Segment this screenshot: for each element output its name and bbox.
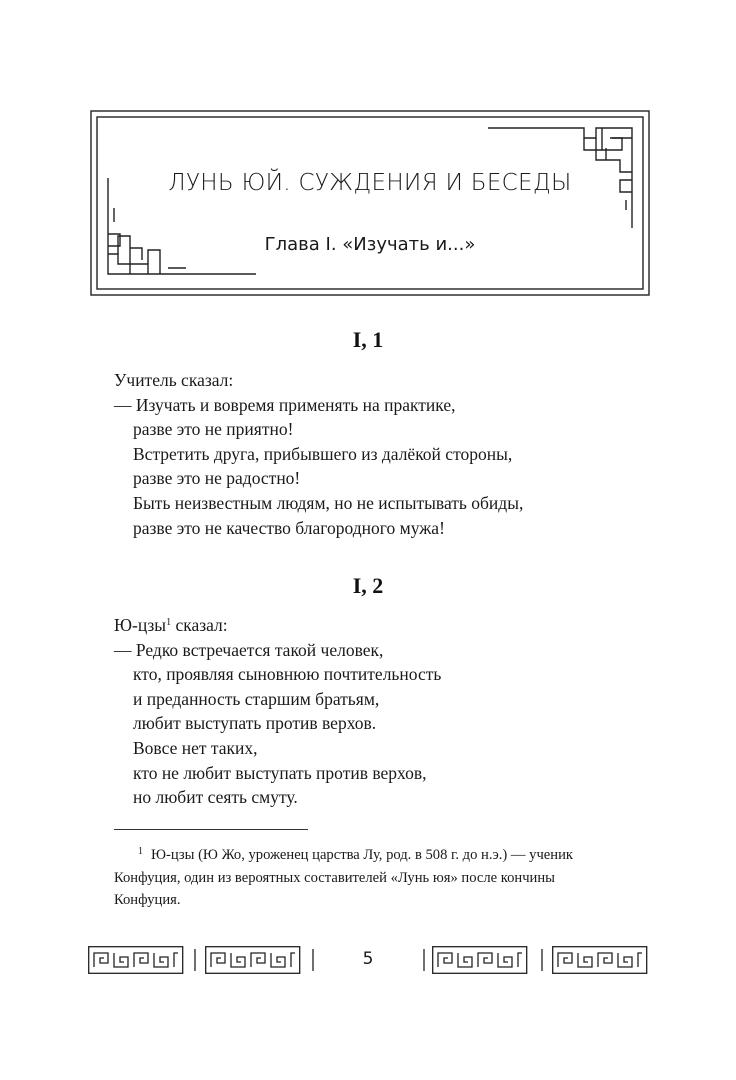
book-title: ЛУНЬ ЮЙ. СУЖДЕНИЯ И БЕСЕДЫ — [168, 170, 572, 196]
speaker-verb: сказал: — [171, 615, 228, 635]
footnote-mark: 1 — [138, 846, 143, 857]
section-heading-1: I, 1 — [352, 327, 384, 352]
footnote-reference[interactable]: 1 — [166, 617, 172, 628]
footnote-text: Ю-цзы (Ю Жо, уроженец царства Лу, род. в 508 г. до н.э.) — ученик — [151, 847, 573, 863]
text-line: — Изучать и вовремя применять на практике, — [114, 394, 456, 415]
frame-border-ornament — [90, 110, 650, 296]
text-line: но любит сеять смуту. — [133, 787, 298, 808]
footer-ornament-right — [418, 946, 650, 974]
footnote-divider — [114, 829, 308, 830]
text-line: разве это не приятно! — [133, 419, 294, 440]
text-line: — Редко встречается такой человек, — [114, 639, 384, 660]
footnote-text: Конфуция. — [114, 892, 181, 908]
speaker-name: Ю-цзы — [114, 615, 167, 635]
page-number: 5 — [362, 949, 374, 969]
text-line: Быть неизвестным людям, но не испытывать обиды, — [133, 492, 524, 513]
speaker-line — [114, 613, 634, 638]
footer-ornament-left — [88, 946, 320, 974]
section-heading-2: I, 2 — [352, 573, 384, 598]
footnote — [114, 841, 624, 912]
section-2-text — [114, 613, 634, 810]
text-line: Встретить друга, прибывшего из далёкой стороны, — [133, 443, 513, 464]
text-line: и преданность старшим братьям, — [133, 688, 380, 709]
section-1-text — [114, 368, 634, 540]
text-line: Вовсе нет таких, — [133, 737, 258, 758]
text-line: разве это не радостно! — [133, 468, 301, 489]
title-frame — [90, 110, 650, 296]
text-line: кто не любит выступать против верхов, — [133, 762, 427, 783]
text-line: разве это не качество благородного мужа! — [133, 517, 445, 538]
speaker-line: Учитель сказал: — [114, 370, 234, 390]
footnote-text: Конфуция, один из вероятных составителей «Лунь юя» после кончины — [114, 869, 555, 886]
text-line: любит выступать против верхов. — [133, 713, 377, 734]
chapter-title: Глава I. «Изучать и...» — [264, 234, 476, 255]
text-line: кто, проявляя сыновнюю почтительность — [133, 664, 442, 685]
